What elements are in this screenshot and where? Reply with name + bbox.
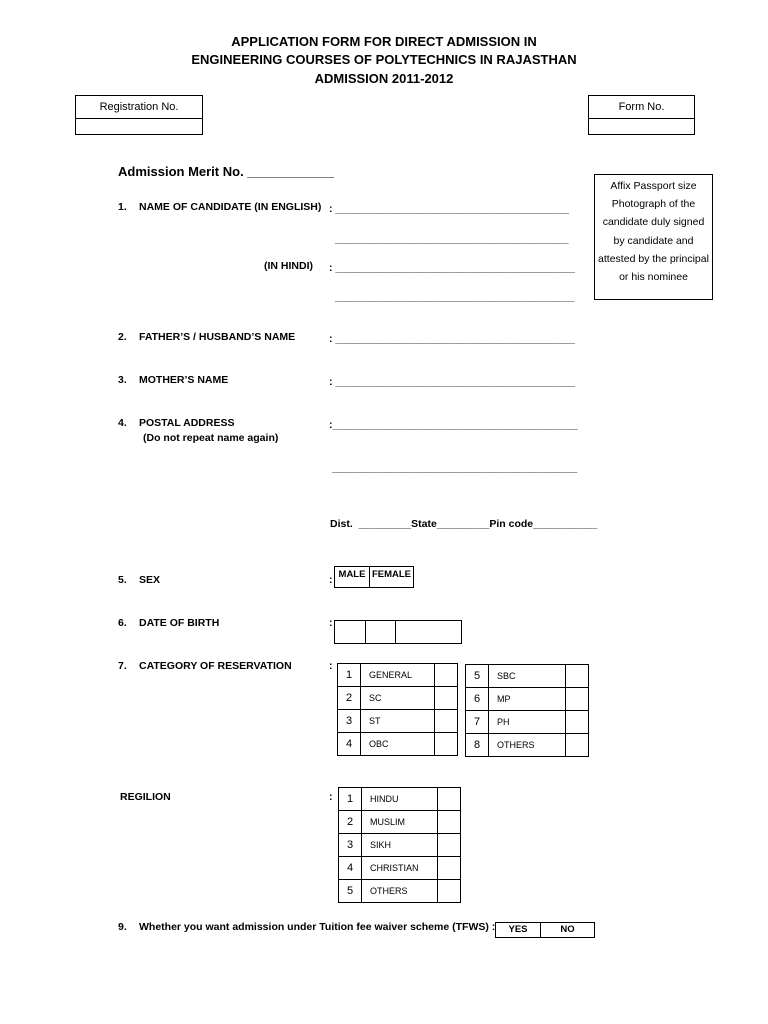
- dob-month-box[interactable]: [366, 620, 396, 644]
- category-checkbox[interactable]: [435, 664, 458, 687]
- religion-row[interactable]: [339, 880, 461, 903]
- mother-name-line[interactable]: : _________________________________________: [329, 376, 575, 388]
- postal-label: POSTAL ADDRESS: [139, 417, 235, 429]
- category-row[interactable]: [466, 688, 589, 711]
- category-table-left: [337, 663, 458, 756]
- religion-row-label: HINDU: [362, 788, 438, 811]
- category-checkbox[interactable]: [435, 710, 458, 733]
- form-no-box: [588, 95, 695, 135]
- name-english-line-2[interactable]: ________________________________________: [335, 233, 569, 245]
- registration-input[interactable]: [76, 119, 202, 135]
- category-row-label: PH: [489, 711, 566, 734]
- category-row-label: OBC: [361, 733, 435, 756]
- dob-boxes: [334, 620, 462, 644]
- form-title-line-1: APPLICATION FORM FOR DIRECT ADMISSION IN: [231, 34, 537, 49]
- name-hindi-line-1[interactable]: : _________________________________________: [329, 262, 575, 274]
- religion-checkbox[interactable]: [438, 811, 461, 834]
- religion-checkbox[interactable]: [438, 880, 461, 903]
- form-no-input[interactable]: [589, 119, 694, 135]
- sex-option-male[interactable]: MALE: [334, 566, 369, 588]
- sex-option-female[interactable]: FEMALE: [369, 566, 414, 588]
- religion-checkbox[interactable]: [438, 788, 461, 811]
- tfws-number: 9.: [118, 921, 127, 933]
- postal-address-line-2[interactable]: __________________________________________: [332, 462, 578, 474]
- category-label: CATEGORY OF RESERVATION: [139, 660, 292, 672]
- form-no-label: Form No.: [589, 96, 694, 119]
- category-row[interactable]: [466, 734, 589, 757]
- category-row[interactable]: [338, 687, 458, 710]
- category-row[interactable]: [338, 733, 458, 756]
- admission-merit-no[interactable]: Admission Merit No. ____________: [118, 164, 335, 179]
- sex-number: 5.: [118, 574, 127, 586]
- religion-row-number: 3: [339, 834, 362, 857]
- postal-address-line-1[interactable]: :__________________________________________: [329, 419, 578, 431]
- sex-colon: :: [329, 574, 333, 586]
- category-checkbox[interactable]: [566, 711, 589, 734]
- category-row-number: 3: [338, 710, 361, 733]
- religion-row-label: SIKH: [362, 834, 438, 857]
- category-table-right: [465, 664, 589, 757]
- category-row-label: MP: [489, 688, 566, 711]
- religion-row-number: 2: [339, 811, 362, 834]
- mother-number: 3.: [118, 374, 127, 386]
- category-row[interactable]: [338, 664, 458, 687]
- father-label: FATHER’S / HUSBAND’S NAME: [139, 331, 296, 343]
- name-english-line-1[interactable]: : ________________________________________: [329, 203, 569, 215]
- name-label: NAME OF CANDIDATE (IN ENGLISH): [139, 201, 322, 213]
- photo-box: Affix Passport size Photograph of the candidate duly signed by candidate and attested by the principal or his nominee: [594, 174, 713, 300]
- religion-row-number: 4: [339, 857, 362, 880]
- religion-row[interactable]: [339, 834, 461, 857]
- dob-day-box[interactable]: [334, 620, 366, 644]
- category-row-label: OTHERS: [489, 734, 566, 757]
- category-row-number: 8: [466, 734, 489, 757]
- category-row-number: 4: [338, 733, 361, 756]
- category-checkbox[interactable]: [435, 733, 458, 756]
- dob-year-box[interactable]: [396, 620, 462, 644]
- tfws-option-yes[interactable]: YES: [495, 922, 540, 938]
- category-row[interactable]: [338, 710, 458, 733]
- religion-row-number: 1: [339, 788, 362, 811]
- father-name-line[interactable]: : _________________________________________: [329, 333, 575, 345]
- religion-row[interactable]: [339, 788, 461, 811]
- tfws-options: [495, 922, 595, 938]
- category-row[interactable]: [466, 711, 589, 734]
- religion-row-label: CHRISTIAN: [362, 857, 438, 880]
- religion-label: REGILION: [120, 791, 171, 803]
- dob-number: 6.: [118, 617, 127, 629]
- name-number: 1.: [118, 201, 127, 213]
- name-hindi-label: (IN HINDI): [264, 260, 313, 272]
- dist-state-pin-line[interactable]: Dist. _________State_________Pin code___________: [330, 518, 598, 530]
- category-row-label: ST: [361, 710, 435, 733]
- category-row-label: SC: [361, 687, 435, 710]
- name-hindi-line-2[interactable]: _________________________________________: [335, 291, 575, 303]
- category-row-number: 7: [466, 711, 489, 734]
- sex-label: SEX: [139, 574, 161, 586]
- category-row-number: 1: [338, 664, 361, 687]
- category-row-label: GENERAL: [361, 664, 435, 687]
- registration-box: [75, 95, 203, 135]
- category-checkbox[interactable]: [566, 688, 589, 711]
- tfws-option-no[interactable]: NO: [540, 922, 595, 938]
- religion-table: [338, 787, 461, 903]
- registration-label: Registration No.: [76, 96, 202, 119]
- sex-options: [334, 566, 414, 588]
- category-row-number: 5: [466, 665, 489, 688]
- dob-colon: :: [329, 617, 333, 629]
- category-checkbox[interactable]: [566, 665, 589, 688]
- tfws-label: Whether you want admission under Tuition fee waiver scheme (TFWS) :: [139, 921, 496, 933]
- religion-row-label: MUSLIM: [362, 811, 438, 834]
- religion-row-label: OTHERS: [362, 880, 438, 903]
- religion-row[interactable]: [339, 857, 461, 880]
- religion-row-number: 5: [339, 880, 362, 903]
- category-checkbox[interactable]: [435, 687, 458, 710]
- category-row-number: 6: [466, 688, 489, 711]
- postal-note: (Do not repeat name again): [143, 432, 279, 444]
- religion-checkbox[interactable]: [438, 834, 461, 857]
- category-row[interactable]: [466, 665, 589, 688]
- form-title-line-3: ADMISSION 2011-2012: [314, 71, 454, 86]
- dob-label: DATE OF BIRTH: [139, 617, 220, 629]
- category-checkbox[interactable]: [566, 734, 589, 757]
- religion-checkbox[interactable]: [438, 857, 461, 880]
- category-number: 7.: [118, 660, 127, 672]
- religion-colon: :: [329, 791, 333, 803]
- religion-row[interactable]: [339, 811, 461, 834]
- father-number: 2.: [118, 331, 127, 343]
- category-row-label: SBC: [489, 665, 566, 688]
- postal-number: 4.: [118, 417, 127, 429]
- category-colon: :: [329, 660, 333, 672]
- mother-label: MOTHER’S NAME: [139, 374, 229, 386]
- category-row-number: 2: [338, 687, 361, 710]
- form-title-line-2: ENGINEERING COURSES OF POLYTECHNICS IN RAJASTHAN: [191, 52, 577, 67]
